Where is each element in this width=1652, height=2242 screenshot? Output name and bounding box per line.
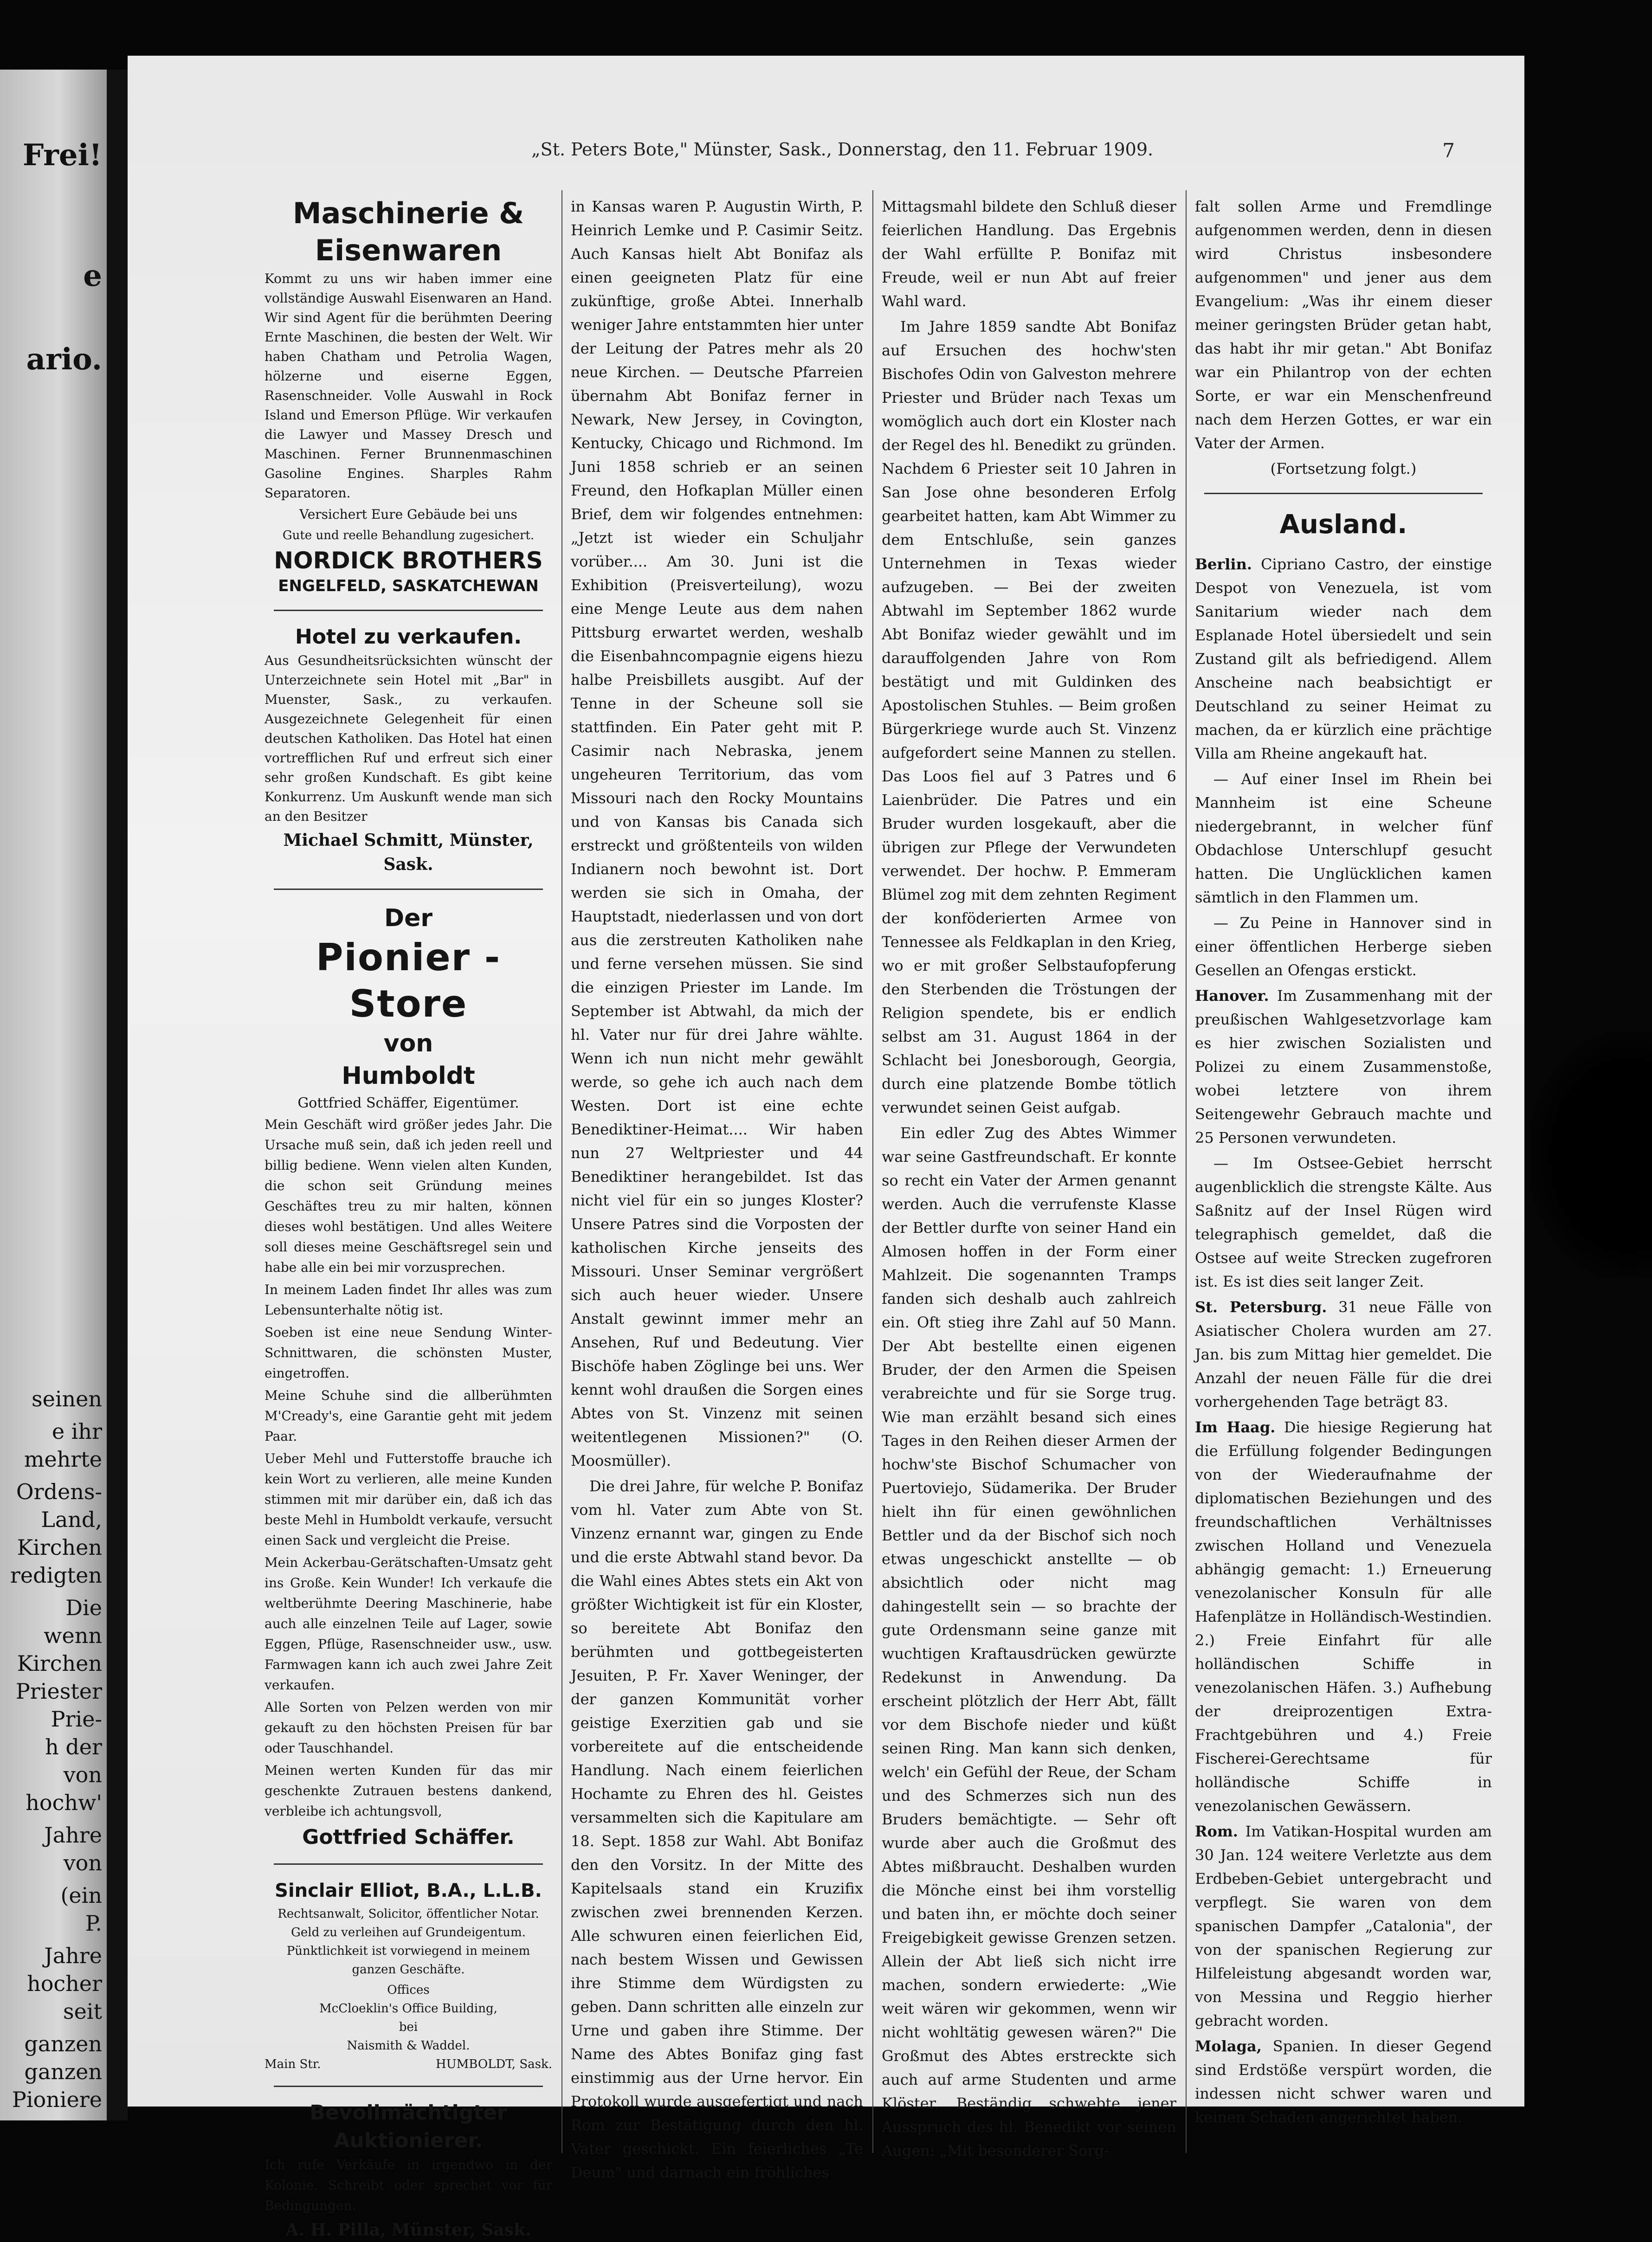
ad-lawyer-name: Sinclair Elliot, B.A., L.L.B. (275, 1880, 542, 1901)
article-paragraph: falt sollen Arme und Fremdlinge aufgenommen werden, denn in diesen wird Christus insbesondere aufgenommen" und jener aus dem Evangelium: „Was ihr einem dieser meiner geringsten Brüder getan habt, das habt ihr mir getan." Abt Bonifaz war ein Philantrop von der echten Sorte, er war ein Menschenfreund nach dem Herzen Gottes, er war ein Vater der Armen. (1195, 198, 1492, 452)
ad-lawyer-building: McCloeklin's Office Building, (319, 2002, 497, 2016)
left-page-fragment: redigten (10, 1563, 102, 1588)
column-rule (872, 190, 873, 2153)
ad-store-der: Der (384, 904, 433, 932)
page-number: 7 (1442, 139, 1455, 162)
ad-lawyer-bei: bei (399, 2020, 418, 2034)
ad-lawyer-body: Rechtsanwalt, Solicitor, öffentlicher Notar. Geld zu verleihen auf Grundeigentum. Pünktlichkeit ist vorwiegend in meinem ganzen Geschäfte. (277, 1907, 539, 1977)
ad-auction-title: Bevollmächtigter Auktionierer. (310, 2101, 507, 2152)
ad-store-owner: Gottfried Schäffer, Eigentümer. (297, 1095, 519, 1111)
news-place: St. Petersburg. (1195, 1298, 1327, 1316)
ad-store-von: von (383, 1030, 433, 1057)
column-rule (561, 190, 562, 2153)
left-page-fragment: von (63, 1850, 102, 1875)
ad-store-para: Meine Schuhe sind die allberühmten M'Cready's, eine Garantie geht mit jedem Paar. (265, 1388, 552, 1444)
left-page-fragment: mehrte (24, 1447, 102, 1472)
news-text: — Auf einer Insel im Rhein bei Mannheim ist eine Scheune niedergebrannt, in welcher fünf Obdachlose Unterschlupf gesucht hatten. Die Unglücklichen kamen sämtlich in den Flammen um. (1195, 770, 1492, 906)
news-text: Die hiesige Regierung hat die Erfüllung folgender Bedingungen von der Wiederaufnahme der diplomatischen Beziehungen und des freundschaftlichen Verhältnisses zwischen Holland und Venezuela abhängig gemacht: 1.) Erneuerung venezolanischer Konsuln für alle Hafenplätze in Holländisch-Westindien. 2.) Freie Einfahrt für alle holländischen Schiffe in venezolanischen Häfen. 3.) Aufhebung der dreiprozentigen Extra-Frachtgebühren und 4.) Freie Fischerei-Gerechtsame für holländische Schiffe in venezolanischen Gewässern. (1195, 1418, 1492, 1815)
left-page-fragment: Kirchen (17, 1535, 102, 1560)
left-page-fragment: h der (45, 1734, 102, 1759)
ad-hardware-insure: Versichert Eure Gebäude bei uns (299, 507, 517, 522)
divider (274, 2086, 543, 2087)
divider (274, 889, 543, 890)
page-gutter (107, 70, 128, 2120)
ad-hotel-body: Aus Gesundheitsrücksichten wünscht der Unterzeichnete sein Hotel mit „Bar" in Muenster, Sask., zu verkaufen. Ausgezeichnete Gelegenheit für einen deutschen Katholiken. Das Hotel hat einen vortrefflichen Ruf und erfreut sich einer sehr großen Kundschaft. Es gibt keine Konkurrenz. Um Auskunft wende man sich an den Besitzer (265, 653, 552, 824)
left-page-fragment: hochw' (26, 1790, 102, 1815)
ad-lawyer-street: Main Str. (265, 2057, 321, 2071)
ad-lawyer-address (265, 2055, 552, 2074)
left-page-fragment: Ordens- (16, 1479, 102, 1504)
ad-lawyer-naismith: Naismith & Waddel. (347, 2039, 470, 2053)
ad-store-para: Soeben ist eine neue Sendung Winter-Schnittwaren, die schönsten Muster, eingetroffen. (265, 1325, 552, 1381)
left-page-fragment: Jahre (44, 1823, 102, 1848)
ad-store-signature: Gottfried Schäffer. (302, 1825, 515, 1849)
article-column-4 (1195, 195, 1492, 2148)
left-page-fragment: wenn (44, 1623, 102, 1648)
left-page-fragment: e ihr (52, 1419, 102, 1444)
ad-lawyer-offices: Offices (387, 1983, 430, 1997)
left-page-fragment: Pioniere (12, 2087, 102, 2112)
article-paragraph: Mittagsmahl bildete den Schluß dieser feierlichen Handlung. Das Ergebnis der Wahl erfüllte P. Bonifaz mit Freude, weil er nun Abt auf freier Wahl ward. (882, 198, 1176, 310)
news-place: Molaga, (1195, 2037, 1262, 2055)
left-page-fragment: seit (63, 1999, 102, 2024)
thumb-shadow (1531, 1035, 1652, 1276)
news-text: — Im Ostsee-Gebiet herrscht augenblicklich die strengste Kälte. Aus Saßnitz auf der Insel Rügen wird telegraphisch gemeldet, daß die Ostsee auf weite Strecken zugefroren ist. Es ist dies seit langer Zeit. (1195, 1154, 1492, 1290)
left-page-fragment: Die (65, 1595, 102, 1620)
ad-store-para: Alle Sorten von Pelzen werden von mir gekauft zu den höchsten Preisen für bar oder Tauschhandel. (265, 1700, 552, 1756)
news-text: Im Zusammenhang mit der preußischen Wahlgesetzvorlage kam es hier zwischen Sozialisten und Polizei zu einem Zusammenstoße, wobei letztere von ihrem Seitengewehr Gebrauch machte und 25 Personen verwundeten. (1195, 987, 1492, 1147)
left-page-fragment: Land, (41, 1507, 102, 1532)
ad-hardware-place: ENGELFELD, SASKATCHEWAN (278, 577, 539, 595)
ad-hardware-insure-note: Gute und reelle Behandlung zugesichert. (282, 528, 535, 542)
news-place: Im Haag. (1195, 1418, 1276, 1436)
left-page-fragment: von (63, 1762, 102, 1787)
left-page-fragment: e (83, 258, 102, 293)
divider (274, 1863, 543, 1865)
ad-store-para: In meinem Laden findet Ihr alles was zum Lebensunterhalte nötig ist. (265, 1282, 552, 1318)
left-page-fragment: Prie- (51, 1707, 102, 1732)
news-place: Berlin. (1195, 555, 1252, 573)
left-page-fragment: ganzen (24, 2031, 102, 2056)
ad-store-title: Pionier - Store (316, 936, 501, 1025)
news-place: Hanover. (1195, 987, 1269, 1005)
left-page-fragment: ganzen (24, 2059, 102, 2084)
ad-hotel-signature: Michael Schmitt, Münster, Sask. (283, 831, 534, 874)
ad-store-para: Mein Geschäft wird größer jedes Jahr. Die Ursache muß sein, daß ich jeden reell und billig bediene. Wenn vielen alten Kunden, die schon seit Gründung meines Geschäftes treu zu mir halten, können dieses wohl bestätigen. Und alles Weitere soll dieses meine Geschäftsregel sein und habe alle ein bei mir vorzusprechen. (265, 1117, 552, 1275)
ad-hardware-firm: NORDICK BROTHERS (274, 547, 543, 574)
section-heading: Ausland. (1279, 509, 1407, 540)
article-paragraph: Ein edler Zug des Abtes Wimmer war seine Gastfreundschaft. Er konnte so recht ein Vater der Armen genannt werden. Auch die verrufenste Klasse der Bettler durfte von seiner Hand ein Almosen hoffen in der Form einer Mahlzeit. Die sogenannten Tramps fanden sich deshalb auch zahlreich ein. Oft stieg ihre Zahl auf 50 Mann. Der Abt bestellte einen eigenen Bruder, der den Armen die Speisen verabreichte und für sie Sorge trug. Wie man erzählt besand sich eines Tages in den Reihen dieser Armen der hochw'ste Bischof Schumacher von Puertoviejo, Südamerika. Der Bruder hielt ihn für einen gewöhnlichen Bettler und da der Bischof sich noch etwas ungeschickt anstellte — ob absichtlich oder nicht mag dahingestellt sein — so brachte der gute Ordensmann seine ganze mit wuchtigen Kraftausdrücken gewürzte Redekunst in Anwendung. Da erscheint plötzlich der Herr Abt, fällt vor dem Bischofe nieder und küßt seinen Ring. Man kann sich denken, welch' ein Gefühl der Reue, der Scham und des Schmerzes sich nun des Bruders bemächtigte. — Sehr oft wurde aber auch die Großmut des Abtes mißbraucht. Deshalben wurden die Mönche einst bei ihm vorstellig und baten ihn, er möchte doch seiner Freigebigkeit gewisse Grenzen setzen. Allein der Abt ließ sich nicht irre machen, sondern erwiederte: „Wie weit wären wir gekommen, wenn wir nicht wohltätig gewesen wären?" Die Großmut des Abtes erstreckte sich auch auf arme Studenten und arme Klöster. Beständig schwebte jener Ausspruch des hl. Benedikt vor seinen Augen: „Mit besonderer Sorg- (882, 1124, 1176, 2159)
news-text: Spanien. In dieser Gegend sind Erdstöße verspürt worden, die indessen nicht schwer waren und keinen Schaden angerichtet haben. (1195, 2037, 1492, 2126)
ad-hardware-title: Maschinerie & Eisenwaren (292, 196, 524, 267)
left-page-fragment: P. (85, 1911, 102, 1936)
article-paragraph: Im Jahre 1859 sandte Abt Bonifaz auf Ersuchen des hochw'sten Bischofes Odin von Galveston mehrere Priester und Brüder nach Texas um womöglich auch dort ein Kloster nach der Regel des hl. Benedikt zu gründen. Nachdem 6 Priester seit 10 Jahren in San Jose ohne besonderen Erfolg gearbeitet hatten, kam Abt Wimmer zu dem Entschluße, sein ganzes Unternehmen in Texas wieder aufzugeben. — Bei der zweiten Abtwahl im September 1862 wurde Abt Bonifaz wieder gewählt und im darauffolgenden Jahre von Rom bestätigt und mit Guldinken des Apostolischen Stuhles. — Beim großen Bürgerkriege wurde auch St. Vinzenz aufgefordert seine Mannen zu stellen. Das Loos fiel auf 3 Patres und 6 Laienbrüder. Die Patres und ein Bruder wurden losgekauft, aber die übrigen zur Pflege der Verwundeten verwendet. Der hochw. P. Emmeram Blümel zog mit dem zehnten Regiment der konföderierten Armee von Tennessee als Feldkaplan in den Krieg, wo er mit großer Selbstaufopferung den Sterbenden die Tröstungen der Religion spendete, bis er endlich selbst am 31. August 1864 in der Schlacht bei Jonesborough, Georgia, durch eine platzende Bombe tötlich verwundet seinen Geist aufgab. (882, 318, 1176, 1116)
article-column-2 (571, 195, 863, 2181)
left-page-edge (0, 70, 107, 2120)
running-header: „St. Peters Bote," Münster, Sask., Donnerstag, den 11. Februar 1909. (531, 139, 1154, 160)
article-column-3 (882, 195, 1176, 2159)
continuation-note: (Fortsetzung folgt.) (1270, 460, 1417, 477)
column-rule (1186, 190, 1187, 2153)
ad-auction-body: Ich rufe Verkäufe in irgendwo in der Kolonie. Schreibt oder sprechet vor für Bedingungen. (265, 2157, 552, 2213)
left-page-fragment: Kirchen (17, 1651, 102, 1676)
left-page-fragment: seinen (31, 1386, 102, 1411)
left-page-fragment: Frei! (22, 138, 102, 173)
ad-store-para: Mein Ackerbau-Gerätschaften-Umsatz geht ins Große. Kein Wunder! Ich verkaufe die weltberühmte Deering Maschinerie, habe auch alle einzelnen Teile auf Lager, sowie Eggen, Pflüge, Rasenschneider usw., usw. Farmwagen kann ich auch zwei Jahre Zeit verkaufen. (265, 1555, 552, 1693)
ad-hotel-title: Hotel zu verkaufen. (295, 625, 522, 649)
ad-store-para: Meinen werten Kunden für das mir geschenkte Zutrauen bestens dankend, verbleibe ich achtungsvoll, (265, 1763, 552, 1819)
news-text: 31 neue Fälle von Asiatischer Cholera wurden am 27. Jan. bis zum Mittag hier gemeldet. Die Anzahl der neuen Fälle für die drei vorhergehenden Tage beträgt 83. (1195, 1298, 1492, 1411)
divider (1204, 493, 1483, 494)
left-page-fragment: ario. (26, 342, 102, 377)
news-text: Cipriano Castro, der einstige Despot von Venezuela, ist vom Sanitarium wieder nach dem Esplanade Hotel übersiedelt und sein Zustand gilt als befriedigend. Allem Anscheine nach beabsichtigt er Deutschland zu seiner Heimat zu machen, da er kürzlich eine prächtige Villa am Rheine angekauft hat. (1195, 555, 1492, 762)
news-text: Im Vatikan-Hospital wurden am 30 Jan. 124 weitere Verletzte aus dem Erdbeben-Gebiet untergebracht und verpflegt. Sie waren von dem spanischen Dampfer „Catalonia", der von der spanischen Regierung zur Hilfeleistung abgesandt worden war, von Messina und Reggio hierher gebracht worden. (1195, 1823, 1492, 2029)
article-paragraph: in Kansas waren P. Augustin Wirth, P. Heinrich Lemke und P. Casimir Seitz. Auch Kansas hielt Abt Bonifaz als einen geeigneten Platz für eine zukünftige, große Abtei. Innerhalb weniger Jahre entstammten hier unter der Leitung der Patres mehr als 20 neue Kirchen. — Deutsche Pfarreien übernahm Abt Bonifaz ferner in Newark, New Jersey, in Covington, Kentucky, Chicago und Richmond. Im Juni 1858 schrieb er an seinen Freund, den Hofkaplan Müller einen Brief, dem wir folgendes entnehmen: „Jetzt ist wieder ein Schuljahr vorüber.... Am 30. Juni ist die Exhibition (Preisverteilung), wozu eine Menge Leute aus dem nahen Pittsburg erwartet werden, weshalb die Eisenbahncompagnie eigens hiezu halbe Preisbillets ausgibt. Auf der Tenne in der Scheune soll sie stattfinden. Ein Pater geht mit P. Casimir nach Nebraska, jenem ungeheuren Territorium, das vom Missouri nach den Rocky Mountains und von Kansas bis Canada sich erstreckt und größtenteils von wilden Indianern noch bewohnt ist. Dort werden sie sich in Omaha, der Hauptstadt, niederlassen und von dort aus die zerstreuten Katholiken nahe und ferne versehen müssen. Sie sind die einzigen Priester im Lande. Im September ist Abtwahl, da mich der hl. Vater nur für drei Jahre wählte. Wenn ich nun nicht mehr gewählt werde, so gehe ich auch nach dem Westen. Dort ist eine echte Benediktiner-Heimat.... Wir haben nun 27 Weltpriester und 44 Benediktiner herangebildet. Ist das nicht viel für ein so junges Kloster? Unsere Patres sind die Vorposten der katholischen Kirche jenseits des Missouri. Unser Seminar vergrößert sich auch heuer wieder. Unsere Anstalt gewinnt immer mehr an Ansehen, Ruf und Bedeutung. Vier Bischöfe haben Zöglinge bei uns. Wer kennt wohl draußen die Sorgen eines Abtes von St. Vinzenz mit seinen weitentlegenen Missionen?" (O. Moosmüller). (571, 198, 863, 1469)
ad-auction-signature: A. H. Pilla, Münster, Sask. (285, 2220, 531, 2240)
left-page-fragment: hocher (27, 1971, 102, 1996)
ad-store-para: Ueber Mehl und Futterstoffe brauche ich kein Wort zu verlieren, alle meine Kunden stimmen mit mir darüber ein, daß ich das beste Mehl in Humboldt verkaufe, versucht einen Sack und vergleicht die Preise. (265, 1451, 552, 1548)
advert-column (265, 195, 552, 2242)
ad-lawyer-city: HUMBOLDT, Sask. (436, 2057, 552, 2071)
left-page-fragment: Jahre (44, 1943, 102, 1968)
news-text: — Zu Peine in Hannover sind in einer öffentlichen Herberge sieben Gesellen an Ofengas erstickt. (1195, 914, 1492, 979)
ad-store-place: Humboldt (342, 1062, 475, 1090)
left-page-fragment: Priester (15, 1679, 102, 1704)
left-page-fragment: (ein (60, 1883, 102, 1908)
newspaper-page (128, 56, 1524, 2240)
article-paragraph: Die drei Jahre, für welche P. Bonifaz vom hl. Vater zum Abte von St. Vinzenz ernannt war, gingen zu Ende und die erste Abtwahl stand bevor. Da die Wahl eines Abtes stets ein Akt von größter Wichtigkeit ist für ein Kloster, so bereitete Abt Bonifaz den berühmten und gottbegeisterten Jesuiten, P. Fr. Xaver Weninger, der der ganzen Kommunität vorher geistige Exerzitien gab und sie vorbereitete auf die entscheidende Handlung. Nach einem feierlichen Hochamte zu Ehren des hl. Geistes versammelten sich die Kapitulare am 18. Sept. 1858 zur Wahl. Abt Bonifaz den den Vorsitz. In der Mitte des Kapitelsaals stand ein Kruzifix zwischen zwei brennenden Kerzen. Alle schwuren einen feierlichen Eid, nach bestem Wissen und Gewissen ihre Stimme dem Würdigsten zu geben. Dann schritten alle einzeln zur Urne und gaben ihre Stimme. Der Name des Abtes Bonifaz ging fast einstimmig aus der Urne hervor. Ein Protokoll wurde ausgefertigt und nach Rom zur Bestätigung durch den hl. Vater geschickt. Ein feierliches „Te Deum" und darnach ein fröhliches (571, 1477, 863, 2181)
divider (274, 610, 543, 611)
ad-hardware-body: Kommt zu uns wir haben immer eine vollständige Auswahl Eisenwaren an Hand. Wir sind Agent für die berühmten Deering Ernte Maschinen, die besten der Welt. Wir haben Chatham und Petrolia Wagen, hölzerne und eiserne Eggen, Rasenschneider. Volle Auswahl in Rock Island und Emerson Pflüge. Wir verkaufen die Lawyer und Massey Dresch und Maschinen. Ferner Brunnenmaschinen Gasoline Engines. Sharples Rahm Separatoren. (265, 271, 552, 501)
news-place: Rom. (1195, 1823, 1238, 1840)
